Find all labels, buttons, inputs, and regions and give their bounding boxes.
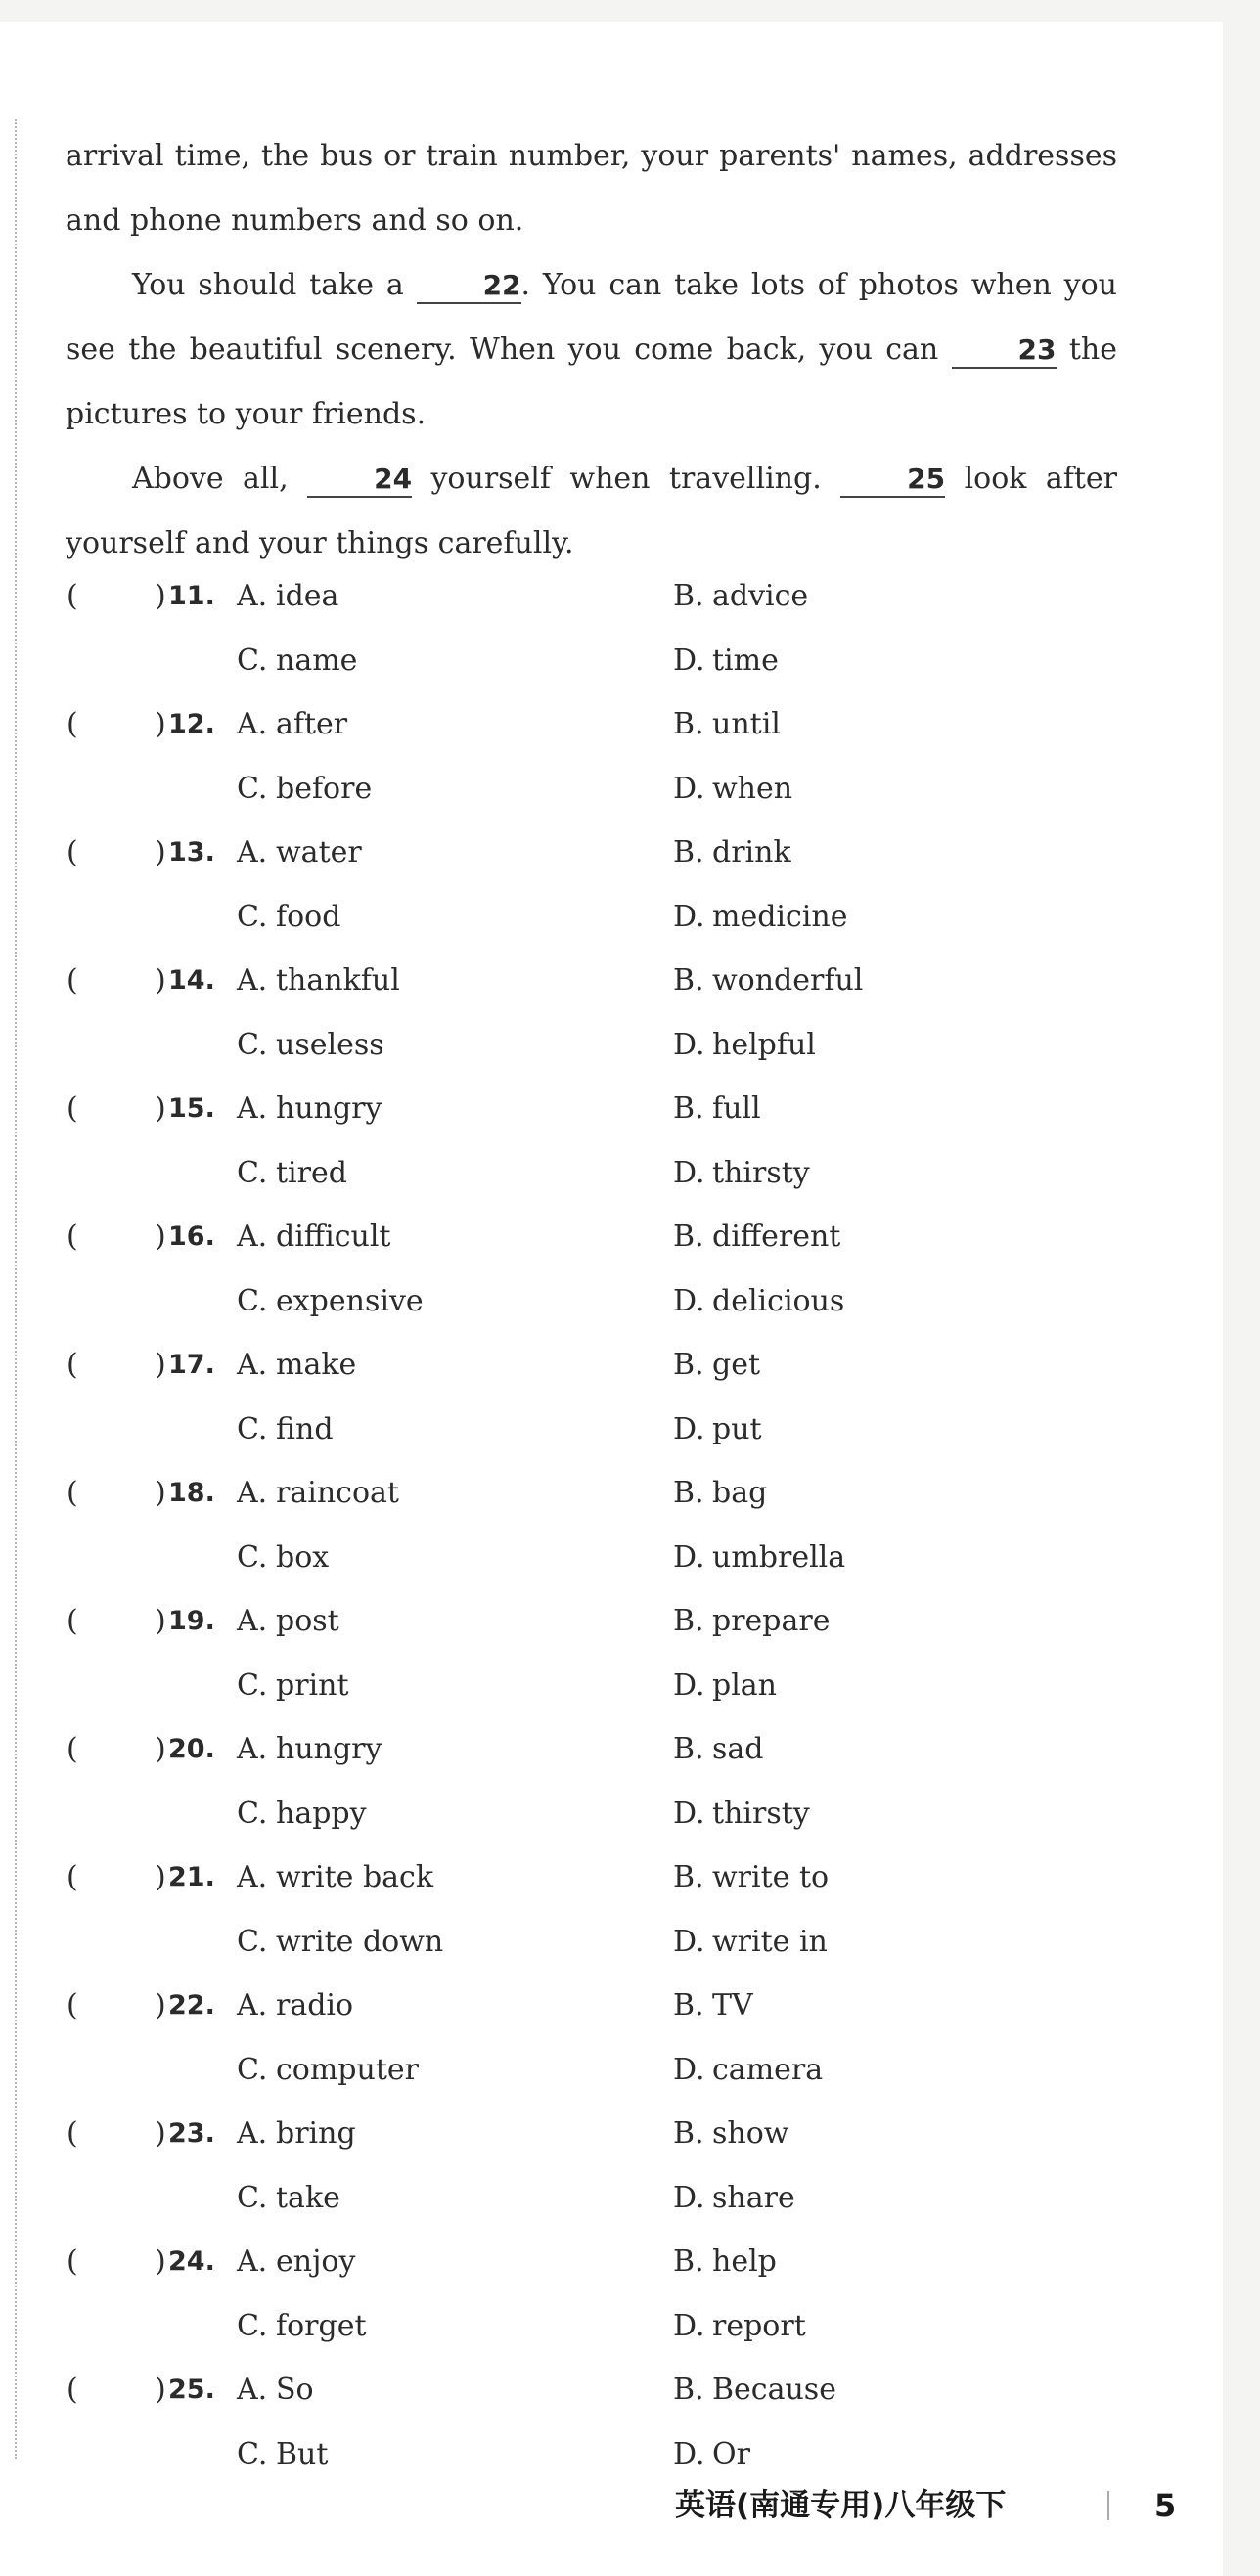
option-text: before xyxy=(276,772,373,806)
question-row-2 xyxy=(0,1024,1223,1067)
question-row-2 xyxy=(0,2177,1223,2220)
option-text: forget xyxy=(276,2309,367,2343)
option-c[interactable] xyxy=(237,896,340,939)
option-b[interactable] xyxy=(673,1856,829,1899)
question-row-1 xyxy=(0,1728,1223,1771)
option-letter: C. xyxy=(237,1668,268,1703)
passage-text: You should take a xyxy=(132,268,404,302)
option-text: after xyxy=(276,707,348,741)
option-letter: A. xyxy=(237,1348,268,1382)
option-letter: B. xyxy=(673,1604,704,1638)
option-letter: C. xyxy=(237,900,268,934)
passage-text: arrival time, the bus or train number, your parents' names, addresses and phone numbers and so on. xyxy=(66,139,1117,238)
option-d[interactable] xyxy=(673,1408,762,1451)
option-text: thankful xyxy=(276,963,400,998)
question-item xyxy=(0,1344,1223,1473)
option-letter: D. xyxy=(673,2181,705,2215)
option-text: hungry xyxy=(276,1732,382,1766)
option-letter: D. xyxy=(673,1540,705,1575)
question-item xyxy=(0,1984,1223,2113)
option-d[interactable] xyxy=(673,2305,806,2348)
book-title: 英语(南通专用)八年级下 xyxy=(675,2488,1007,2523)
question-item xyxy=(0,1600,1223,1729)
passage-paragraph-2 xyxy=(66,253,1117,447)
question-row-1 xyxy=(0,1088,1223,1131)
question-number: 21. xyxy=(168,1862,215,1892)
option-letter: A. xyxy=(237,835,268,869)
answer-paren-open: ( xyxy=(67,1604,78,1638)
answer-paren-open: ( xyxy=(67,963,78,998)
question-number: 11. xyxy=(168,581,215,611)
option-d[interactable] xyxy=(673,1280,844,1323)
option-letter: D. xyxy=(673,1412,705,1446)
option-letter: D. xyxy=(673,772,705,806)
option-letter: A. xyxy=(237,1732,268,1766)
answer-paren-close: ) xyxy=(155,835,166,869)
passage-paragraph-1 xyxy=(66,124,1117,253)
option-a[interactable] xyxy=(237,2112,356,2155)
option-text: helpful xyxy=(712,1028,816,1062)
option-text: thirsty xyxy=(712,1797,810,1831)
passage-text: . You can take lots of photos when you see the beautiful scenery. When you come back, you can xyxy=(66,268,1117,367)
option-c[interactable] xyxy=(237,1665,349,1708)
question-number: 20. xyxy=(168,1734,215,1764)
option-letter: C. xyxy=(237,2181,268,2215)
answer-paren-close: ) xyxy=(155,1476,166,1510)
question-number: 13. xyxy=(168,837,215,867)
option-letter: C. xyxy=(237,1412,268,1446)
option-c[interactable] xyxy=(237,1280,424,1323)
question-item xyxy=(0,703,1223,832)
question-item xyxy=(0,1856,1223,1985)
option-text: bring xyxy=(276,2116,356,2151)
option-letter: B. xyxy=(673,707,704,741)
page-footer xyxy=(675,2481,1177,2530)
question-row-2 xyxy=(0,1152,1223,1195)
option-text: But xyxy=(276,2437,329,2471)
question-row-2 xyxy=(0,1793,1223,1836)
question-item xyxy=(0,959,1223,1088)
option-letter: A. xyxy=(237,1220,268,1254)
option-text: happy xyxy=(276,1797,367,1831)
option-letter: D. xyxy=(673,900,705,934)
option-b[interactable] xyxy=(673,575,808,618)
blank-23[interactable]: 23 xyxy=(952,333,1057,369)
option-letter: D. xyxy=(673,644,705,678)
option-text: So xyxy=(276,2373,314,2407)
option-a[interactable] xyxy=(237,1600,339,1643)
answer-paren-close: ) xyxy=(155,963,166,998)
option-c[interactable] xyxy=(237,2433,328,2476)
option-text: hungry xyxy=(276,1091,382,1126)
option-text: share xyxy=(712,2181,795,2215)
option-b[interactable] xyxy=(673,2241,777,2284)
question-row-2 xyxy=(0,896,1223,939)
option-letter: D. xyxy=(673,2309,705,2343)
question-item xyxy=(0,1472,1223,1601)
answer-paren-close: ) xyxy=(155,1220,166,1254)
question-row-2 xyxy=(0,1665,1223,1708)
option-letter: B. xyxy=(673,2116,704,2151)
blank-24[interactable]: 24 xyxy=(307,463,412,498)
answer-paren-open: ( xyxy=(67,2244,78,2279)
question-row-1 xyxy=(0,575,1223,618)
option-text: box xyxy=(276,1540,330,1575)
answer-paren-open: ( xyxy=(67,707,78,741)
question-row-2 xyxy=(0,768,1223,811)
option-letter: B. xyxy=(673,963,704,998)
option-letter: A. xyxy=(237,1860,268,1894)
question-row-1 xyxy=(0,703,1223,746)
question-number: 22. xyxy=(168,1990,215,2021)
answer-paren-close: ) xyxy=(155,1348,166,1382)
question-item xyxy=(0,575,1223,704)
option-text: Or xyxy=(712,2437,750,2471)
option-b[interactable] xyxy=(673,2112,788,2155)
option-text: sad xyxy=(712,1732,764,1766)
option-text: name xyxy=(276,644,358,678)
answer-paren-open: ( xyxy=(67,1732,78,1766)
option-d[interactable] xyxy=(673,640,779,683)
option-text: TV xyxy=(712,1988,753,2022)
exercise-page xyxy=(0,22,1223,2576)
option-letter: D. xyxy=(673,1028,705,1062)
answer-paren-open: ( xyxy=(67,1348,78,1382)
option-c[interactable] xyxy=(237,1024,384,1067)
question-row-2 xyxy=(0,640,1223,683)
question-row-1 xyxy=(0,959,1223,1002)
option-text: put xyxy=(712,1412,762,1446)
option-a[interactable] xyxy=(237,1216,390,1259)
answer-paren-close: ) xyxy=(155,2373,166,2407)
option-letter: A. xyxy=(237,2244,268,2279)
answer-paren-open: ( xyxy=(67,2373,78,2407)
option-letter: A. xyxy=(237,707,268,741)
answer-paren-close: ) xyxy=(155,579,166,613)
question-row-2 xyxy=(0,1408,1223,1451)
option-text: enjoy xyxy=(276,2244,356,2279)
option-d[interactable] xyxy=(673,2433,750,2476)
question-row-2 xyxy=(0,2049,1223,2092)
option-text: print xyxy=(276,1668,349,1703)
answer-paren-open: ( xyxy=(67,579,78,613)
question-row-1 xyxy=(0,1344,1223,1387)
passage-paragraph-3 xyxy=(66,447,1117,576)
option-letter: A. xyxy=(237,579,268,613)
passage-text: the pictures to your friends. xyxy=(66,333,1117,431)
question-row-2 xyxy=(0,1536,1223,1579)
option-text: report xyxy=(712,2309,806,2343)
option-b[interactable] xyxy=(673,831,791,874)
option-letter: B. xyxy=(673,1091,704,1126)
option-c[interactable] xyxy=(237,1921,443,1964)
question-item xyxy=(0,2369,1223,2498)
option-a[interactable] xyxy=(237,575,338,618)
option-text: show xyxy=(712,2116,789,2151)
option-text: idea xyxy=(276,579,339,613)
option-a[interactable] xyxy=(237,831,362,874)
option-letter: A. xyxy=(237,2116,268,2151)
option-d[interactable] xyxy=(673,2049,823,2092)
option-letter: B. xyxy=(673,1476,704,1510)
option-letter: B. xyxy=(673,1860,704,1894)
option-a[interactable] xyxy=(237,1984,353,2027)
option-d[interactable] xyxy=(673,1024,816,1067)
answer-paren-close: ) xyxy=(155,1988,166,2022)
question-item xyxy=(0,1088,1223,1217)
question-row-1 xyxy=(0,1856,1223,1899)
option-d[interactable] xyxy=(673,2177,795,2220)
option-a[interactable] xyxy=(237,1728,382,1771)
option-text: delicious xyxy=(712,1284,845,1318)
option-b[interactable] xyxy=(673,1472,767,1515)
option-c[interactable] xyxy=(237,1152,347,1195)
question-row-2 xyxy=(0,1280,1223,1323)
option-letter: B. xyxy=(673,2373,704,2407)
option-a[interactable] xyxy=(237,959,400,1002)
option-b[interactable] xyxy=(673,2369,836,2412)
option-letter: A. xyxy=(237,963,268,998)
option-text: write back xyxy=(276,1860,434,1894)
option-text: post xyxy=(276,1604,339,1638)
answer-paren-close: ) xyxy=(155,1091,166,1126)
option-letter: D. xyxy=(673,1797,705,1831)
option-text: camera xyxy=(712,2053,824,2087)
option-letter: D. xyxy=(673,1156,705,1190)
question-number: 14. xyxy=(168,965,215,996)
option-text: advice xyxy=(712,579,809,613)
option-d[interactable] xyxy=(673,896,847,939)
option-text: thirsty xyxy=(712,1156,810,1190)
option-text: prepare xyxy=(712,1604,831,1638)
question-item xyxy=(0,2241,1223,2370)
answer-paren-open: ( xyxy=(67,1091,78,1126)
option-c[interactable] xyxy=(237,1793,367,1836)
option-a[interactable] xyxy=(237,1344,356,1387)
answer-paren-close: ) xyxy=(155,1732,166,1766)
option-text: expensive xyxy=(276,1284,424,1318)
option-letter: C. xyxy=(237,1284,268,1318)
option-letter: A. xyxy=(237,1091,268,1126)
option-text: write down xyxy=(276,1925,444,1959)
option-text: wonderful xyxy=(712,963,864,998)
option-text: drink xyxy=(712,835,791,869)
option-a[interactable] xyxy=(237,2369,314,2412)
question-number: 17. xyxy=(168,1350,215,1380)
question-number: 25. xyxy=(168,2375,215,2405)
option-text: different xyxy=(712,1220,841,1254)
option-letter: B. xyxy=(673,1348,704,1382)
option-text: time xyxy=(712,644,779,678)
option-text: bag xyxy=(712,1476,768,1510)
option-letter: A. xyxy=(237,1988,268,2022)
option-text: write to xyxy=(712,1860,830,1894)
option-text: help xyxy=(712,2244,777,2279)
footer-divider xyxy=(1107,2491,1109,2520)
question-row-2 xyxy=(0,2305,1223,2348)
option-letter: B. xyxy=(673,579,704,613)
option-letter: B. xyxy=(673,1988,704,2022)
question-number: 23. xyxy=(168,2118,215,2149)
option-c[interactable] xyxy=(237,2305,367,2348)
question-item xyxy=(0,1728,1223,1857)
passage-text: look after yourself and your things carefully. xyxy=(66,462,1118,560)
option-text: tired xyxy=(276,1156,347,1190)
page-number: 5 xyxy=(1154,2487,1177,2524)
question-item xyxy=(0,831,1223,960)
option-b[interactable] xyxy=(673,959,863,1002)
answer-paren-open: ( xyxy=(67,1476,78,1510)
question-item xyxy=(0,2112,1223,2242)
question-row-1 xyxy=(0,1600,1223,1643)
answer-paren-close: ) xyxy=(155,2244,166,2279)
option-a[interactable] xyxy=(237,1088,382,1131)
answer-paren-close: ) xyxy=(155,2116,166,2151)
option-letter: D. xyxy=(673,1925,705,1959)
passage-text: yourself when travelling. xyxy=(430,462,822,496)
question-number: 12. xyxy=(168,709,215,739)
option-c[interactable] xyxy=(237,1536,329,1579)
option-letter: B. xyxy=(673,835,704,869)
option-b[interactable] xyxy=(673,1088,761,1131)
option-letter: B. xyxy=(673,1220,704,1254)
question-number: 19. xyxy=(168,1606,215,1636)
option-letter: A. xyxy=(237,1604,268,1638)
option-b[interactable] xyxy=(673,1600,830,1643)
option-b[interactable] xyxy=(673,1728,764,1771)
option-text: find xyxy=(276,1412,334,1446)
option-c[interactable] xyxy=(237,2177,340,2220)
option-letter: B. xyxy=(673,1732,704,1766)
option-letter: B. xyxy=(673,2244,704,2279)
option-a[interactable] xyxy=(237,1856,433,1899)
option-b[interactable] xyxy=(673,1216,840,1259)
option-text: full xyxy=(712,1091,761,1126)
option-letter: C. xyxy=(237,2309,268,2343)
question-row-1 xyxy=(0,2112,1223,2155)
option-letter: C. xyxy=(237,2053,268,2087)
option-b[interactable] xyxy=(673,703,781,746)
question-number: 15. xyxy=(168,1093,215,1124)
option-d[interactable] xyxy=(673,768,792,811)
option-a[interactable] xyxy=(237,2241,355,2284)
answer-paren-open: ( xyxy=(67,1860,78,1894)
question-number: 16. xyxy=(168,1221,215,1252)
option-text: when xyxy=(712,772,793,806)
answer-paren-close: ) xyxy=(155,707,166,741)
option-text: difficult xyxy=(276,1220,391,1254)
option-text: get xyxy=(712,1348,761,1382)
option-b[interactable] xyxy=(673,1344,760,1387)
option-text: raincoat xyxy=(276,1476,399,1510)
option-text: umbrella xyxy=(712,1540,846,1575)
option-letter: A. xyxy=(237,1476,268,1510)
option-c[interactable] xyxy=(237,640,357,683)
option-letter: C. xyxy=(237,644,268,678)
option-letter: C. xyxy=(237,1156,268,1190)
passage-text: Above all, xyxy=(132,462,289,496)
option-letter: C. xyxy=(237,1925,268,1959)
option-letter: D. xyxy=(673,2437,705,2471)
option-text: medicine xyxy=(712,900,848,934)
blank-25[interactable]: 25 xyxy=(840,463,945,498)
answer-paren-open: ( xyxy=(67,2116,78,2151)
option-d[interactable] xyxy=(673,1536,845,1579)
option-d[interactable] xyxy=(673,1921,828,1964)
option-d[interactable] xyxy=(673,1793,810,1836)
option-text: radio xyxy=(276,1988,354,2022)
option-a[interactable] xyxy=(237,703,347,746)
option-letter: C. xyxy=(237,1540,268,1575)
question-row-1 xyxy=(0,1984,1223,2027)
option-letter: D. xyxy=(673,1284,705,1318)
option-d[interactable] xyxy=(673,1152,810,1195)
question-row-2 xyxy=(0,2433,1223,2476)
option-text: write in xyxy=(712,1925,828,1959)
option-letter: D. xyxy=(673,1668,705,1703)
answer-paren-open: ( xyxy=(67,1220,78,1254)
option-text: food xyxy=(276,900,341,934)
option-c[interactable] xyxy=(237,2049,419,2092)
option-c[interactable] xyxy=(237,1408,334,1451)
answer-paren-open: ( xyxy=(67,1988,78,2022)
question-item xyxy=(0,1216,1223,1345)
option-letter: D. xyxy=(673,2053,705,2087)
question-row-1 xyxy=(0,1472,1223,1515)
question-row-1 xyxy=(0,831,1223,874)
option-c[interactable] xyxy=(237,768,372,811)
answer-paren-close: ) xyxy=(155,1604,166,1638)
answer-paren-open: ( xyxy=(67,835,78,869)
question-row-1 xyxy=(0,2241,1223,2284)
option-text: water xyxy=(276,835,362,869)
option-letter: A. xyxy=(237,2373,268,2407)
option-letter: C. xyxy=(237,2437,268,2471)
option-text: plan xyxy=(712,1668,778,1703)
option-text: Because xyxy=(712,2373,836,2407)
option-letter: C. xyxy=(237,772,268,806)
option-a[interactable] xyxy=(237,1472,399,1515)
question-row-2 xyxy=(0,1921,1223,1964)
answer-paren-close: ) xyxy=(155,1860,166,1894)
option-d[interactable] xyxy=(673,1665,777,1708)
option-text: make xyxy=(276,1348,357,1382)
question-number: 18. xyxy=(168,1478,215,1508)
question-number: 24. xyxy=(168,2246,215,2277)
option-text: computer xyxy=(276,2053,419,2087)
option-letter: C. xyxy=(237,1797,268,1831)
option-text: until xyxy=(712,707,781,741)
option-b[interactable] xyxy=(673,1984,753,2027)
option-letter: C. xyxy=(237,1028,268,1062)
question-row-1 xyxy=(0,2369,1223,2412)
option-text: take xyxy=(276,2181,340,2215)
question-row-1 xyxy=(0,1216,1223,1259)
blank-22[interactable]: 22 xyxy=(417,269,521,304)
option-text: useless xyxy=(276,1028,384,1062)
